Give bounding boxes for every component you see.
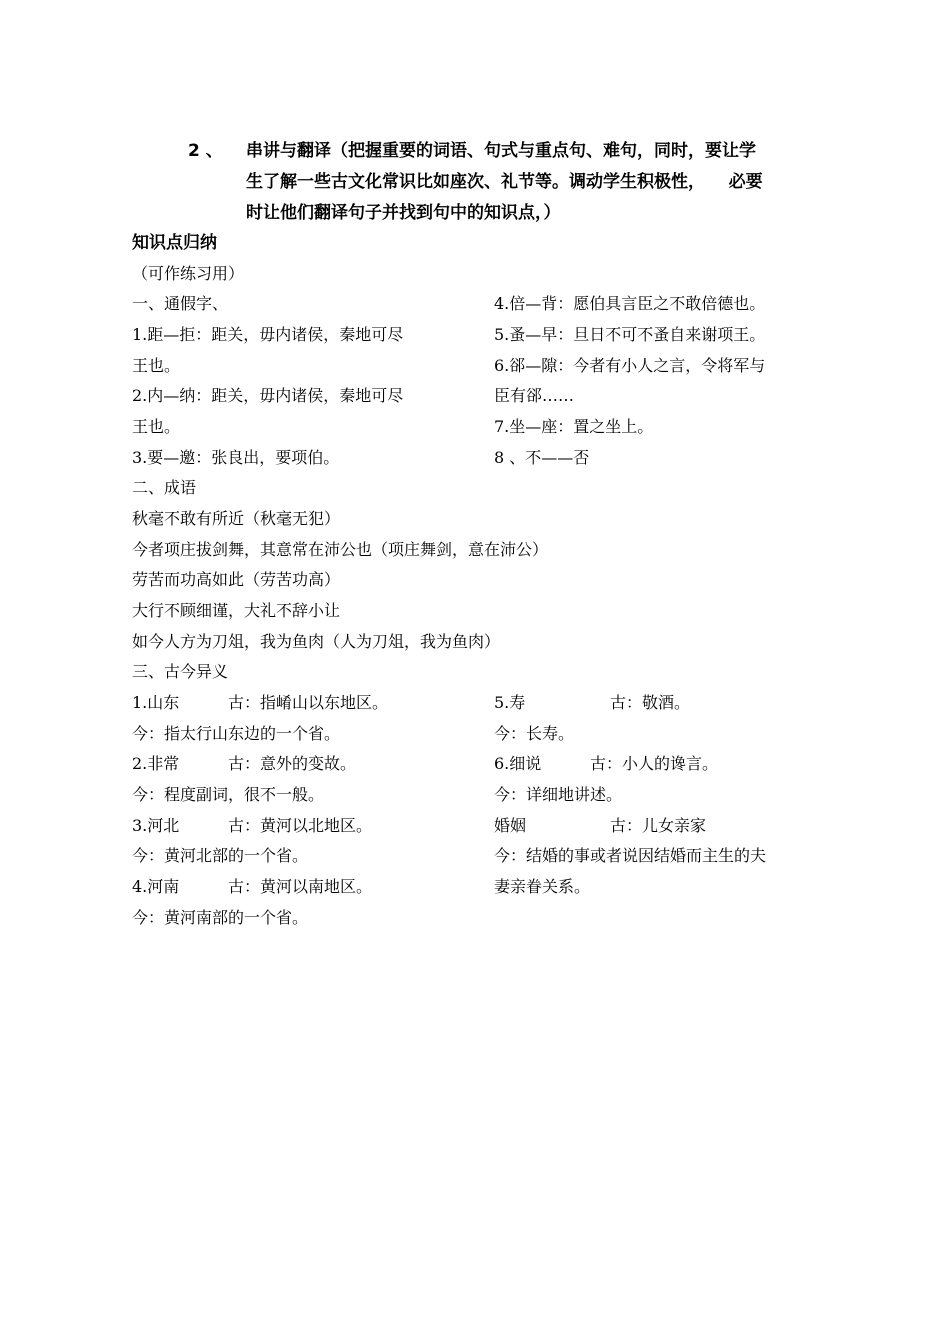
gujin-word: 婚姻 bbox=[494, 816, 527, 835]
gujin-ancient: 古：小人的谗言。 bbox=[590, 754, 719, 773]
chengyu-item: 劳苦而功高如此（劳苦功高） bbox=[132, 570, 341, 589]
gujin-modern: 今：结婚的事或者说因结婚而主生的夫 bbox=[494, 846, 767, 865]
tongjia-right-line: 5.蚤—早：旦日不可不蚤自来谢项王。 bbox=[494, 325, 766, 344]
tongjia-title: 一、通假字、 bbox=[132, 294, 229, 313]
section-title: 知识点归纳 bbox=[132, 233, 217, 253]
practice-note: （可作练习用） bbox=[132, 264, 245, 283]
gujin-entry bbox=[494, 692, 690, 714]
gujin-ancient: 古：意外的变故。 bbox=[228, 754, 357, 773]
tongjia-right-line: 6.郤—隙：今者有小人之言，令将军与 bbox=[494, 356, 766, 375]
tongjia-right-line: 4.倍—背：愿伯具言臣之不敢倍德也。 bbox=[494, 294, 766, 313]
tongjia-left-line: 王也。 bbox=[132, 356, 181, 375]
chengyu-item: 今者项庄拔剑舞，其意常在沛公也（项庄舞剑，意在沛公） bbox=[132, 540, 549, 559]
lesson-step-header bbox=[188, 136, 828, 229]
tongjia-right-line: 8 、不——否 bbox=[494, 448, 590, 467]
gujin-modern-cont: 妻亲眷关系。 bbox=[494, 877, 591, 896]
step-text-line-3: 时让他们翻译句子并找到句中的知识点，） bbox=[246, 203, 561, 223]
gujin-title: 三、古今异义 bbox=[132, 662, 229, 681]
gujin-ancient: 古：黄河以南地区。 bbox=[228, 877, 373, 896]
gujin-modern: 今：详细地讲述。 bbox=[494, 785, 623, 804]
gujin-entry bbox=[494, 815, 706, 837]
step-number: 2 、 bbox=[188, 141, 223, 161]
gujin-modern: 今：程度副词，很不一般。 bbox=[132, 785, 325, 804]
gujin-word: 1.山东 bbox=[132, 693, 180, 712]
gujin-ancient: 古：黄河以北地区。 bbox=[228, 816, 373, 835]
chengyu-item: 秋毫不敢有所近（秋毫无犯） bbox=[132, 509, 341, 528]
chengyu-item: 大行不顾细谨，大礼不辞小让 bbox=[132, 601, 341, 620]
gujin-entry bbox=[132, 815, 372, 837]
gujin-word: 3.河北 bbox=[132, 816, 180, 835]
gujin-entry bbox=[132, 876, 372, 898]
gujin-modern: 今：长寿。 bbox=[494, 724, 575, 743]
gujin-modern: 今：指太行山东边的一个省。 bbox=[132, 724, 341, 743]
gujin-modern: 今：黄河南部的一个省。 bbox=[132, 908, 309, 927]
gujin-ancient: 古：指崤山以东地区。 bbox=[228, 693, 389, 712]
gujin-word: 5.寿 bbox=[494, 693, 526, 712]
tongjia-left-line: 王也。 bbox=[132, 417, 181, 436]
tongjia-right-line: 7.坐—座：置之坐上。 bbox=[494, 417, 654, 436]
gujin-entry bbox=[132, 753, 356, 775]
gujin-word: 4.河南 bbox=[132, 877, 180, 896]
chengyu-title: 二、成语 bbox=[132, 478, 197, 497]
gujin-entry bbox=[494, 753, 718, 775]
gujin-word: 2.非常 bbox=[132, 754, 180, 773]
gujin-modern: 今：黄河北部的一个省。 bbox=[132, 846, 309, 865]
gujin-ancient: 古：敬酒。 bbox=[610, 693, 691, 712]
step-text-line-2: 生了解一些古文化常识比如座次、礼节等。调动学生积极性， 必要 bbox=[246, 172, 763, 192]
gujin-ancient: 古：儿女亲家 bbox=[610, 816, 707, 835]
chengyu-item: 如今人方为刀俎，我为鱼肉（人为刀俎，我为鱼肉） bbox=[132, 632, 501, 651]
tongjia-left-line: 2.内—纳：距关，毋内诸侯，秦地可尽 bbox=[132, 386, 404, 405]
gujin-word: 6.细说 bbox=[494, 754, 542, 773]
tongjia-right-line: 臣有郤…… bbox=[494, 386, 575, 405]
gujin-entry bbox=[132, 692, 388, 714]
step-text-line-1: 串讲与翻译（把握重要的词语、句式与重点句、难句，同时，要让学 bbox=[246, 141, 756, 161]
tongjia-left-line: 1.距—拒：距关，毋内诸侯，秦地可尽 bbox=[132, 325, 404, 344]
tongjia-left-line: 3.要—邀：张良出，要项伯。 bbox=[132, 448, 340, 467]
